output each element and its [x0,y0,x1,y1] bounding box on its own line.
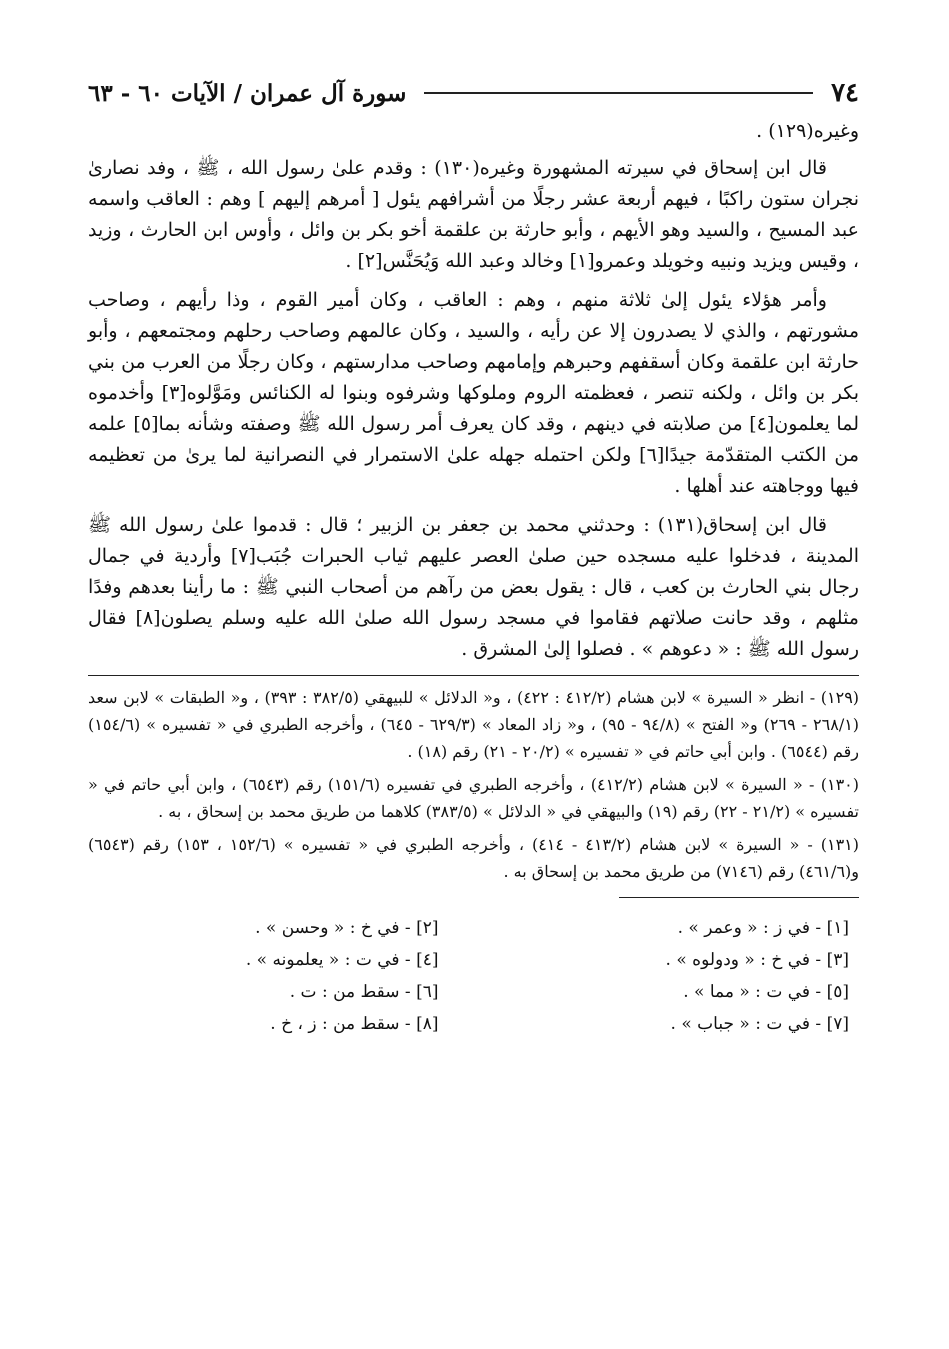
page-header [88,70,859,116]
footnote-divider [88,675,859,676]
variant-note: [٦] - سقط من : ت . [289,982,439,1002]
footnote-131: (١٣١) - « السيرة » لابن هشام (٤١٣/٢ - ٤١٤) ، وأخرجه الطبري في « تفسيره » (١٥٢/٦ ، ١٥٣) رقم (٦٥٤٣) و(٤٦١/٦) رقم (٧١٤٦) من طريق محمد بن إسحاق به . [88,835,859,881]
variant-note: [١] - في ز : « وعمر » . [677,918,849,938]
paragraph-ibn-ishaq-delegation: قال ابن إسحاق في سيرته المشهورة وغيره(١٣٠) : وقدم علىٰ رسول الله ، ﷺ ، وفد نصارىٰ نجران ستون راكبًا ، فيهم أربعة عشر رجلًا من أشرافهم يئول [ أمرهم إليهم ] وهم : العاقب واسمه عبد المسيح ، والسيد وهو الأيهم ، وأبو حارثة بن علقمة أخو بكر بن وائل ، وأوس ابن الحارث ، وزيد ، وقيس ويزيد ونبيه وخويلد وعمرو[١] وخالد وعبد الله وَيُحَنَّس[٢] . [88,157,859,272]
paragraph-continuation: وغيره(١٢٩) . [756,120,859,142]
variant-note: [٤] - في ت : « يعلمونه » . [245,950,439,970]
variant-note: [٧] - في ت : « جباب » . [670,1014,849,1034]
variant-note: [٣] - في خ : « ودولوه » . [665,950,849,970]
variant-note: [٢] - في خ : « وحسن » . [255,918,439,938]
paragraph-medina-arrival: قال ابن إسحاق(١٣١) : وحدثني محمد بن جعفر بن الزبير ؛ قال : قدموا علىٰ رسول الله ﷺ المدينة ، فدخلوا عليه مسجده حين صلىٰ العصر عليهم ثياب الحبرات جُبَب[٧] وأردية في جمال رجال بني الحارث بن كعب ، قال : يقول بعض من رآهم من أصحاب النبي ﷺ : ما رأينا بعدهم وفدًا مثلهم ، وقد حانت صلاتهم فقاموا في مسجد رسول الله صلىٰ الله عليه وسلم يصلون[٨] فقال رسول الله ﷺ : « دعوهم » . فصلوا إلىٰ المشرق . [88,514,859,660]
footnote-130: (١٣٠) - « السيرة » لابن هشام (٤١٢/٢) ، وأخرجه الطبري في تفسيره (١٥١/٦) رقم (٦٥٤٣) ، وابن أبي حاتم في « تفسيره » (٢١/٢ - ٢٢) رقم (١٩) والبيهقي في « الدلائل » (٣٨٣/٥) كلاهما من طريق محمد بن إسحاق ، به . [88,775,860,821]
variants-divider [619,897,859,898]
variant-note: [٨] - سقط من : ز ، خ . [270,1014,439,1034]
page-number: ٧٤ [831,78,859,108]
header-rule [424,92,813,94]
running-title: سورة آل عمران / الآيات ٦٠ - ٦٣ [88,79,407,107]
footnote-129: (١٢٩) - انظر « السيرة » لابن هشام (٤١٢/٢ : ٤٢٢) ، و« الدلائل » للبيهقي (٣٨٢/٥ : ٣٩٣) ، و« الطبقات » لابن سعد (٢٦٨/١ - ٢٦٩) و« الفتح » (٩٤/٨ - ٩٥) ، و« زاد المعاد » (٦٢٩/٣ - ٦٤٥) ، وأخرجه الطبري في « تفسيره » (١٥٤/٦) رقم (٦٥٤٤) . وابن أبي حاتم في « تفسيره » (٢٠/٢ - ٢١) رقم (١٨) . [88,688,860,761]
paragraph-leaders: وأمر هؤلاء يئول إلىٰ ثلاثة منهم ، وهم : العاقب ، وكان أمير القوم ، وذا رأيهم ، وصاحب مشورتهم ، والذي لا يصدرون إلا عن رأيه ، والسيد ، وكان عالمهم وصاحب رحلهم ومجتمعهم ، وأبو حارثة ابن علقمة وكان أسقفهم وحبرهم وإمامهم وصاحب مدارستهم ، وكان رجلًا من العرب من بني بكر بن وائل ، ولكنه تنصر ، فعظمته الروم وملوكها وشرفوه وبنوا له الكنائس ومَوَّلوه[٣] وأخدموه لما يعلمون[٤] من صلابته في دينهم ، وقد كان يعرف أمر رسول الله ﷺ وصفته وشأنه بما[٥] علمه من الكتب المتقدّمة جيدًا[٦] ولكن احتمله جهله علىٰ الاستمرار في النصرانية لما يرىٰ من تعظيمه فيها ووجاهته عند أهلها . [88,289,859,497]
main-text [88,116,859,665]
variant-note: [٥] - في ت : « مما » . [683,982,849,1002]
footnotes [88,684,859,885]
manuscript-variants [88,912,859,1040]
